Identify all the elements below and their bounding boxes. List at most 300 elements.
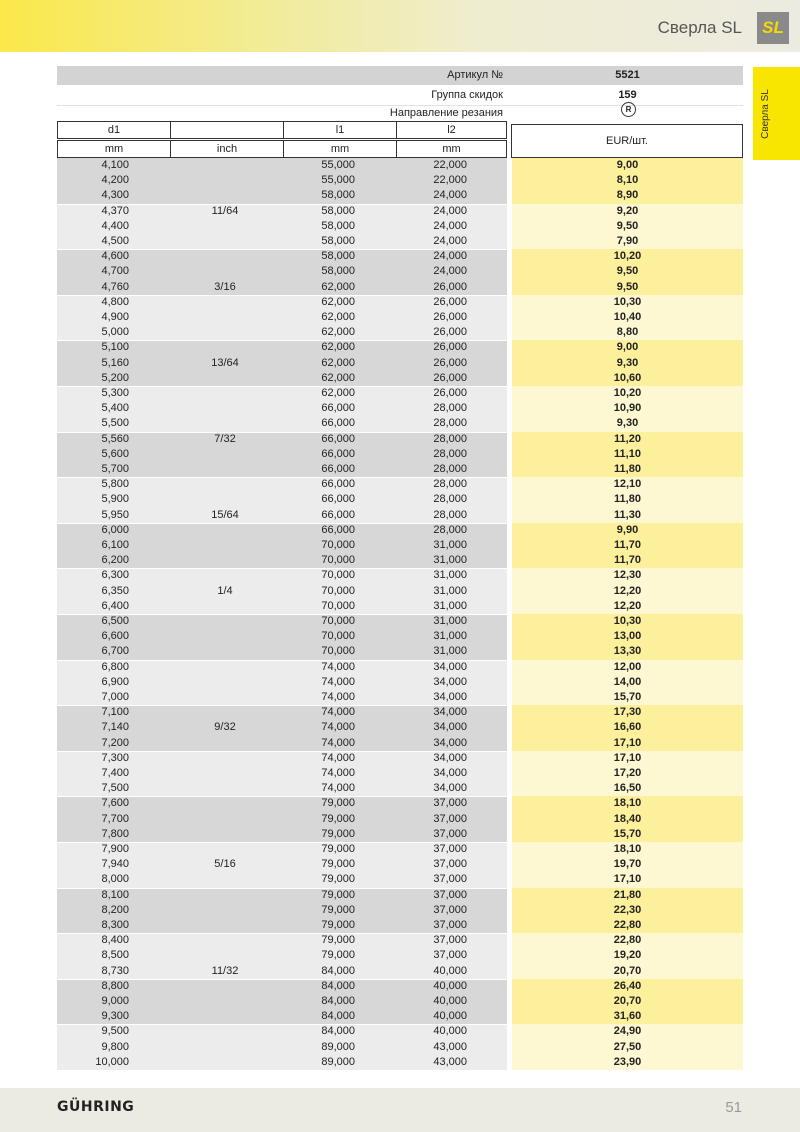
table-row [57,660,743,675]
cell-d1: 7,000 [101,691,129,703]
cell-l1: 79,000 [321,919,355,931]
cell-inch: 11/64 [211,204,239,217]
cell-d1: 7,500 [101,782,129,795]
cell-l2: 24,000 [433,219,467,232]
cell-l1: 62,000 [321,326,355,339]
table-row [57,948,743,963]
cell-l1: 62,000 [321,295,355,308]
table-row [57,295,743,310]
cell-l2: 34,000 [433,767,467,779]
cell-price: 17,10 [613,736,642,749]
col-l2: l2 [396,121,507,139]
cell-d1: 8,000 [101,873,129,886]
cell-price: 11,30 [614,508,641,521]
table-row [57,188,743,203]
cell-price: 14,00 [613,675,642,688]
cell-price: 11,80 [614,493,641,506]
cell-d1: 7,800 [101,827,129,840]
table-row [57,204,743,219]
col-l2-unit: mm [396,140,507,158]
cell-price: 10,20 [613,387,642,399]
cell-l1: 74,000 [321,660,355,673]
cell-l2: 28,000 [433,508,467,521]
table-row [57,158,743,173]
table-row [57,888,743,903]
cell-l1: 70,000 [321,539,355,551]
cell-price: 22,80 [613,934,642,947]
footer [0,1088,800,1132]
cell-price: 9,30 [616,417,639,430]
cell-d1: 5,900 [101,493,129,506]
cell-l1: 79,000 [321,934,355,947]
cell-price: 9,50 [616,265,639,278]
group-divider [57,340,507,341]
cell-price: 16,50 [613,782,642,795]
article-number-label: Артикул № [447,69,503,81]
cell-price: 16,60 [613,721,642,734]
cell-l2: 24,000 [433,250,467,263]
col-d1: d1 [57,121,171,139]
cell-price: 10,40 [613,311,642,323]
cell-price: 18,10 [613,797,642,810]
discount-group-row [57,86,743,106]
cell-l1: 74,000 [321,782,355,795]
cell-inch: 13/64 [211,356,239,369]
table-row [57,720,743,735]
cell-d1: 6,000 [101,523,129,536]
cell-l2: 22,000 [433,174,467,187]
cell-inch: 1/4 [217,584,233,597]
cell-l1: 55,000 [321,174,355,187]
cell-price: 7,90 [616,235,639,247]
cell-l2: 40,000 [433,964,467,977]
table-row [57,432,743,447]
section-title: Сверла SL [657,18,742,37]
cell-l1: 74,000 [321,675,355,688]
cell-l1: 66,000 [321,493,355,506]
cell-l1: 58,000 [321,189,355,202]
cell-inch: 9/32 [214,721,236,734]
cell-l2: 24,000 [433,265,467,278]
col-l1-unit: mm [283,140,397,158]
group-divider [57,751,507,752]
table-row [57,1040,743,1055]
cell-price: 26,40 [613,979,642,992]
table-row [57,538,743,553]
cell-price: 12,30 [613,569,642,582]
cell-price: 8,90 [616,189,639,202]
cell-price: 20,70 [613,995,642,1007]
cell-inch: 3/16 [214,280,236,293]
cell-price: 10,90 [613,402,642,415]
cell-d1: 5,950 [101,508,129,521]
group-divider [57,979,507,980]
cell-l1: 74,000 [321,721,355,734]
cell-l2: 26,000 [433,295,467,308]
table-row [57,629,743,644]
cell-d1: 6,900 [101,675,129,688]
cell-l1: 66,000 [321,447,355,460]
cell-l1: 89,000 [321,1055,355,1068]
table-row [57,979,743,994]
table-row [57,705,743,720]
cell-d1: 4,700 [101,265,129,278]
cell-d1: 7,600 [101,797,129,810]
cell-l2: 34,000 [433,782,467,795]
cell-l2: 31,000 [433,615,467,627]
cell-price: 24,90 [613,1025,642,1038]
article-number-row [57,66,743,85]
group-divider [57,660,507,661]
cell-l2: 28,000 [433,478,467,491]
table-row [57,796,743,811]
table-row [57,356,743,371]
cell-price: 27,50 [613,1040,642,1053]
cell-l2: 37,000 [433,934,467,947]
cell-l2: 26,000 [433,326,467,339]
table-row [57,766,743,781]
table-row [57,599,743,614]
cell-l1: 62,000 [321,280,355,293]
cell-price: 22,30 [613,903,642,916]
cell-price: 22,80 [613,919,642,931]
table-row [57,386,743,401]
cell-d1: 7,140 [101,721,129,734]
cell-d1: 5,000 [101,326,129,339]
group-divider [57,842,507,843]
cell-price: 9,50 [616,280,639,293]
table-row [57,584,743,599]
table-row [57,447,743,462]
cell-l1: 62,000 [321,387,355,399]
cell-d1: 4,800 [101,295,129,308]
cell-price: 9,00 [616,341,639,354]
cell-l2: 28,000 [433,493,467,506]
cell-price: 13,00 [613,630,642,643]
cell-d1: 4,900 [101,311,129,323]
cell-l1: 79,000 [321,949,355,962]
table-row [57,492,743,507]
group-divider [57,933,507,934]
cell-l2: 31,000 [433,539,467,551]
cell-l2: 31,000 [433,584,467,597]
cell-l1: 58,000 [321,265,355,278]
table-row [57,1055,743,1070]
cell-l1: 58,000 [321,250,355,263]
cell-l1: 62,000 [321,356,355,369]
cell-l1: 74,000 [321,751,355,764]
cell-l1: 79,000 [321,888,355,901]
cell-price: 15,70 [613,691,642,703]
sl-logo-text: SL [762,18,784,37]
table-row [57,644,743,659]
discount-group-label: Группа скидок [431,89,503,101]
cell-l2: 28,000 [433,523,467,536]
cell-l1: 74,000 [321,691,355,703]
cell-d1: 6,100 [101,539,129,551]
cell-l1: 66,000 [321,478,355,491]
sl-logo [757,12,789,44]
cell-l1: 70,000 [321,630,355,643]
table-row [57,173,743,188]
cell-l1: 70,000 [321,569,355,582]
cell-price: 17,10 [613,751,642,764]
cell-d1: 8,300 [101,919,129,931]
table-row [57,234,743,249]
table-row [57,812,743,827]
cell-d1: 9,500 [101,1025,129,1038]
cell-l2: 34,000 [433,736,467,749]
table-row [57,508,743,523]
cell-l1: 66,000 [321,402,355,415]
cell-l1: 66,000 [321,417,355,430]
table-row [57,462,743,477]
cell-l2: 28,000 [433,463,467,475]
cell-d1: 7,700 [101,812,129,825]
cell-d1: 8,200 [101,903,129,916]
table-row [57,371,743,386]
cell-l2: 37,000 [433,858,467,871]
table-row [57,857,743,872]
cell-price: 12,10 [613,478,642,491]
cell-d1: 4,400 [101,219,129,232]
cell-l2: 28,000 [433,447,467,460]
cell-d1: 4,760 [101,280,129,293]
cell-l1: 79,000 [321,873,355,886]
cell-d1: 5,300 [101,387,129,399]
cell-l2: 26,000 [433,311,467,323]
cell-l1: 58,000 [321,204,355,217]
cell-d1: 5,100 [101,341,129,354]
cell-d1: 7,300 [101,751,129,764]
cell-l1: 84,000 [321,979,355,992]
cell-l1: 58,000 [321,219,355,232]
cell-price: 10,30 [613,295,642,308]
table-row [57,994,743,1009]
table-row [57,964,743,979]
cell-d1: 8,100 [101,888,129,901]
cell-d1: 5,800 [101,478,129,491]
cell-d1: 5,560 [101,432,129,445]
col-inch-unit: inch [170,140,284,158]
cell-l1: 74,000 [321,706,355,719]
cell-l1: 70,000 [321,615,355,627]
cell-price: 10,20 [613,250,642,263]
group-divider [57,204,507,205]
cell-l2: 24,000 [433,204,467,217]
cell-price: 31,60 [613,1010,642,1023]
cell-price: 8,80 [616,326,639,339]
cell-d1: 7,400 [101,767,129,779]
cell-d1: 4,600 [101,250,129,263]
cell-d1: 6,400 [101,599,129,612]
cell-l1: 62,000 [321,311,355,323]
group-divider [57,1024,507,1025]
cell-d1: 9,000 [101,995,129,1007]
cell-price: 17,20 [613,767,642,779]
cell-l2: 40,000 [433,1025,467,1038]
cell-price: 11,70 [614,539,641,551]
cell-d1: 7,200 [101,736,129,749]
cell-l2: 34,000 [433,721,467,734]
cell-l2: 43,000 [433,1040,467,1053]
col-inch-blank [170,121,284,139]
cell-l2: 40,000 [433,1010,467,1023]
cell-l2: 26,000 [433,280,467,293]
group-divider [57,568,507,569]
cell-d1: 5,400 [101,402,129,415]
group-divider [57,249,507,250]
cell-price: 11,70 [614,554,641,567]
cell-l2: 34,000 [433,691,467,703]
cell-d1: 5,700 [101,463,129,475]
cell-price: 18,10 [613,843,642,855]
cell-l1: 66,000 [321,523,355,536]
cell-l2: 28,000 [433,402,467,415]
cell-l1: 62,000 [321,371,355,384]
cell-price: 8,10 [616,174,639,187]
cell-l1: 79,000 [321,858,355,871]
cell-l2: 24,000 [433,235,467,247]
cell-l1: 55,000 [321,159,355,171]
cell-l2: 31,000 [433,569,467,582]
cell-l1: 79,000 [321,843,355,855]
cell-l2: 34,000 [433,706,467,719]
side-tab-label: Сверла SL [760,89,771,139]
cell-price: 12,20 [613,599,642,612]
cell-l2: 31,000 [433,554,467,567]
group-divider [57,295,507,296]
cell-price: 12,20 [613,584,642,597]
cell-price: 11,10 [614,447,641,460]
cell-l1: 84,000 [321,964,355,977]
cell-l2: 37,000 [433,812,467,825]
cell-price: 18,40 [613,812,642,825]
cell-l1: 70,000 [321,584,355,597]
right-hand-cutting-icon: R [621,102,636,117]
cell-l2: 31,000 [433,599,467,612]
group-divider [57,888,507,889]
cell-price: 19,20 [613,949,642,962]
guehring-logo: GÜHRING [57,1099,135,1115]
cell-l2: 26,000 [433,387,467,399]
cell-price: 15,70 [613,827,642,840]
cell-l1: 62,000 [321,341,355,354]
cell-l2: 40,000 [433,979,467,992]
cell-inch: 5/16 [214,858,236,871]
cell-price: 11,20 [614,432,641,445]
cell-d1: 4,300 [101,189,129,202]
group-divider [57,477,507,478]
cell-price: 10,30 [613,615,642,627]
col-d1-unit: mm [57,140,171,158]
cell-price: 12,00 [613,660,642,673]
cell-l2: 37,000 [433,873,467,886]
table-row [57,872,743,887]
table-row [57,416,743,431]
cell-l1: 79,000 [321,812,355,825]
table-row [57,842,743,857]
table-row [57,918,743,933]
table-row [57,827,743,842]
cell-d1: 5,200 [101,371,129,384]
cell-price: 10,60 [613,371,642,384]
article-number-value: 5521 [615,69,640,81]
cell-price: 17,30 [613,706,642,719]
col-l1: l1 [283,121,397,139]
cell-l2: 28,000 [433,432,467,445]
table-row [57,751,743,766]
cell-d1: 6,300 [101,569,129,582]
cell-inch: 7/32 [214,432,236,445]
table-row [57,401,743,416]
table-row [57,614,743,629]
group-divider [57,523,507,524]
table-row [57,933,743,948]
cell-d1: 4,370 [101,204,129,217]
table-row [57,219,743,234]
table-row [57,1024,743,1039]
cell-l2: 31,000 [433,630,467,643]
cell-d1: 8,800 [101,979,129,992]
cell-price: 9,50 [616,219,639,232]
cell-d1: 5,500 [101,417,129,430]
cell-l2: 26,000 [433,371,467,384]
cell-l2: 34,000 [433,660,467,673]
cell-d1: 5,600 [101,447,129,460]
cell-l2: 37,000 [433,949,467,962]
cell-d1: 4,100 [101,159,129,171]
cell-l1: 70,000 [321,645,355,658]
cell-l1: 66,000 [321,508,355,521]
cell-l2: 22,000 [433,159,467,171]
cell-price: 20,70 [613,964,642,977]
table-row [57,280,743,295]
top-banner [0,0,800,52]
cell-l2: 24,000 [433,189,467,202]
cell-d1: 6,500 [101,615,129,627]
cell-d1: 6,200 [101,554,129,567]
cell-l1: 79,000 [321,797,355,810]
cell-l1: 66,000 [321,432,355,445]
cell-l2: 40,000 [433,995,467,1007]
cell-l2: 43,000 [433,1055,467,1068]
table-row [57,1009,743,1024]
cell-price: 19,70 [613,858,642,871]
cell-l2: 34,000 [433,751,467,764]
side-tab [753,67,800,160]
cell-l1: 79,000 [321,827,355,840]
cell-d1: 9,800 [101,1040,129,1053]
table-row [57,553,743,568]
group-divider [57,796,507,797]
cell-l2: 26,000 [433,356,467,369]
table-row [57,781,743,796]
cell-l2: 31,000 [433,645,467,658]
table-row [57,568,743,583]
column-header [57,121,507,158]
table-row [57,903,743,918]
discount-group-value: 159 [618,89,637,101]
cell-price: 9,00 [616,159,639,171]
cell-l1: 58,000 [321,235,355,247]
cell-l2: 37,000 [433,903,467,916]
cell-l1: 74,000 [321,736,355,749]
cell-price: 21,80 [613,888,642,901]
col-price: EUR/шт. [511,124,743,158]
table-row [57,264,743,279]
cell-l1: 84,000 [321,995,355,1007]
